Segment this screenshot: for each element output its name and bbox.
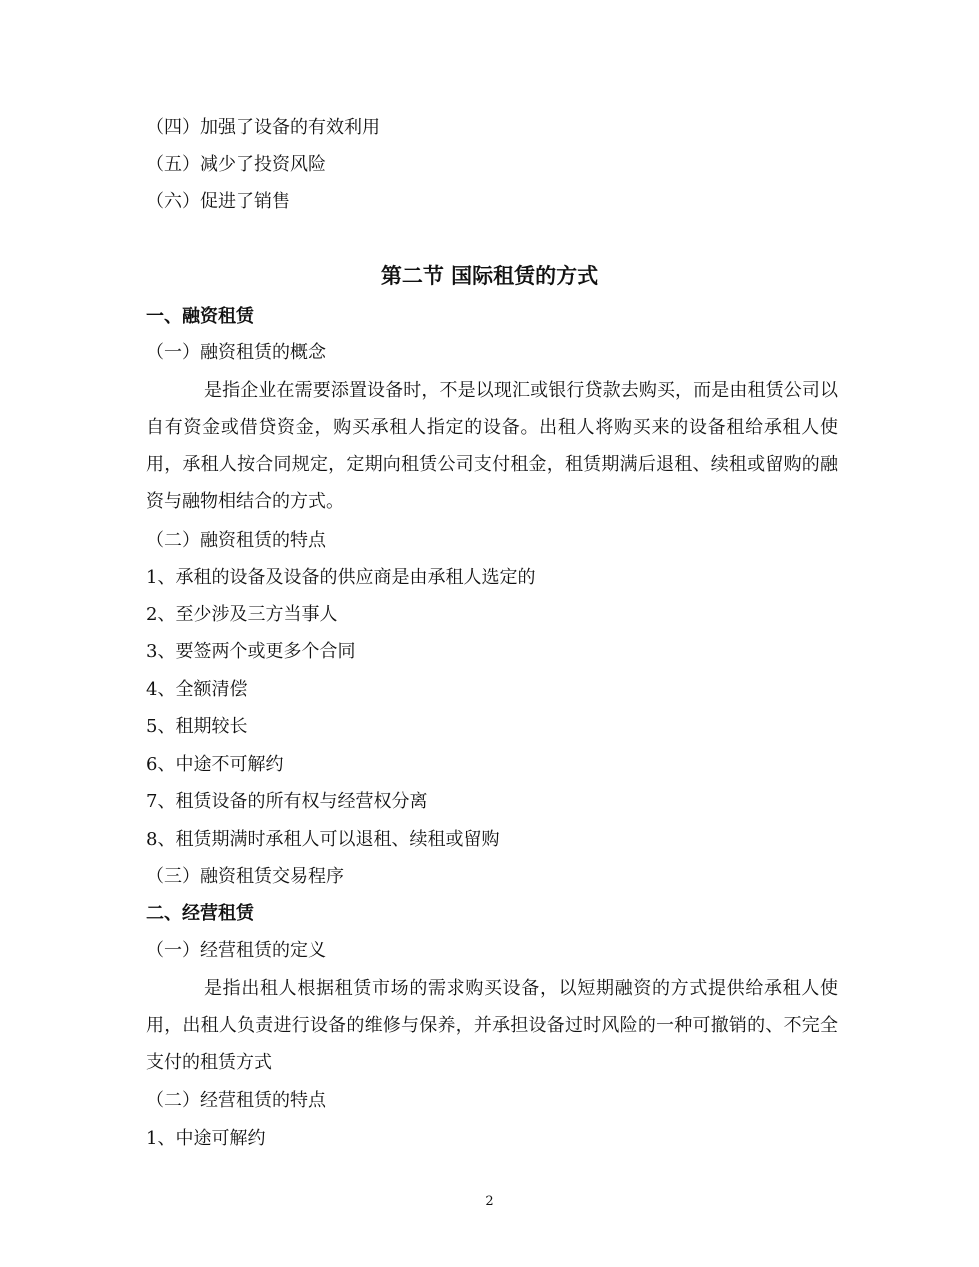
list-item: 1、承租的设备及设备的供应商是由承租人选定的 xyxy=(146,567,536,588)
list-item: 4、全额清偿 xyxy=(146,679,248,700)
paragraph-financing-lease-definition: 是指企业在需要添置设备时，不是以现汇或银行贷款去购买，而是由租赁公司以自有资金或借贷资金，购买承租人指定的设备。出租人将购买来的设备租给承租人使用，承租人按合同规定，定期向租赁公司支付租金，租赁期满后退租、续租或留购的融资与融物相结合的方式。 xyxy=(146,380,838,512)
list-item: 3、要签两个或更多个合同 xyxy=(146,641,356,662)
page-number: 2 xyxy=(485,1194,494,1209)
list-item: （四）加强了设备的有效利用 xyxy=(146,117,380,138)
list-item: 2、至少涉及三方当事人 xyxy=(146,604,338,625)
list-item: 7、租赁设备的所有权与经营权分离 xyxy=(146,791,428,812)
list-item: （五）减少了投资风险 xyxy=(146,154,326,175)
section-title: 第二节 国际租赁的方式 xyxy=(380,263,599,288)
list-item: （六）促进了销售 xyxy=(146,191,290,212)
subheading-features: （二）融资租赁的特点 xyxy=(146,530,326,551)
list-item: 8、租赁期满时承租人可以退租、续租或留购 xyxy=(146,829,500,850)
subheading-features: （二）经营租赁的特点 xyxy=(146,1090,326,1111)
list-item: 6、中途不可解约 xyxy=(146,754,284,775)
subheading-concept: （一）融资租赁的概念 xyxy=(146,342,326,363)
subheading-procedure: （三）融资租赁交易程序 xyxy=(146,866,344,887)
list-item: 5、租期较长 xyxy=(146,716,248,737)
heading-financing-lease: 一、融资租赁 xyxy=(146,306,254,327)
list-item: 1、中途可解约 xyxy=(146,1128,266,1149)
subheading-definition: （一）经营租赁的定义 xyxy=(146,940,326,961)
heading-operating-lease: 二、经营租赁 xyxy=(146,903,254,924)
paragraph-operating-lease-definition: 是指出租人根据租赁市场的需求购买设备，以短期融资的方式提供给承租人使用，出租人负责进行设备的维修与保养，并承担设备过时风险的一种可撤销的、不完全支付的租赁方式 xyxy=(146,978,838,1073)
